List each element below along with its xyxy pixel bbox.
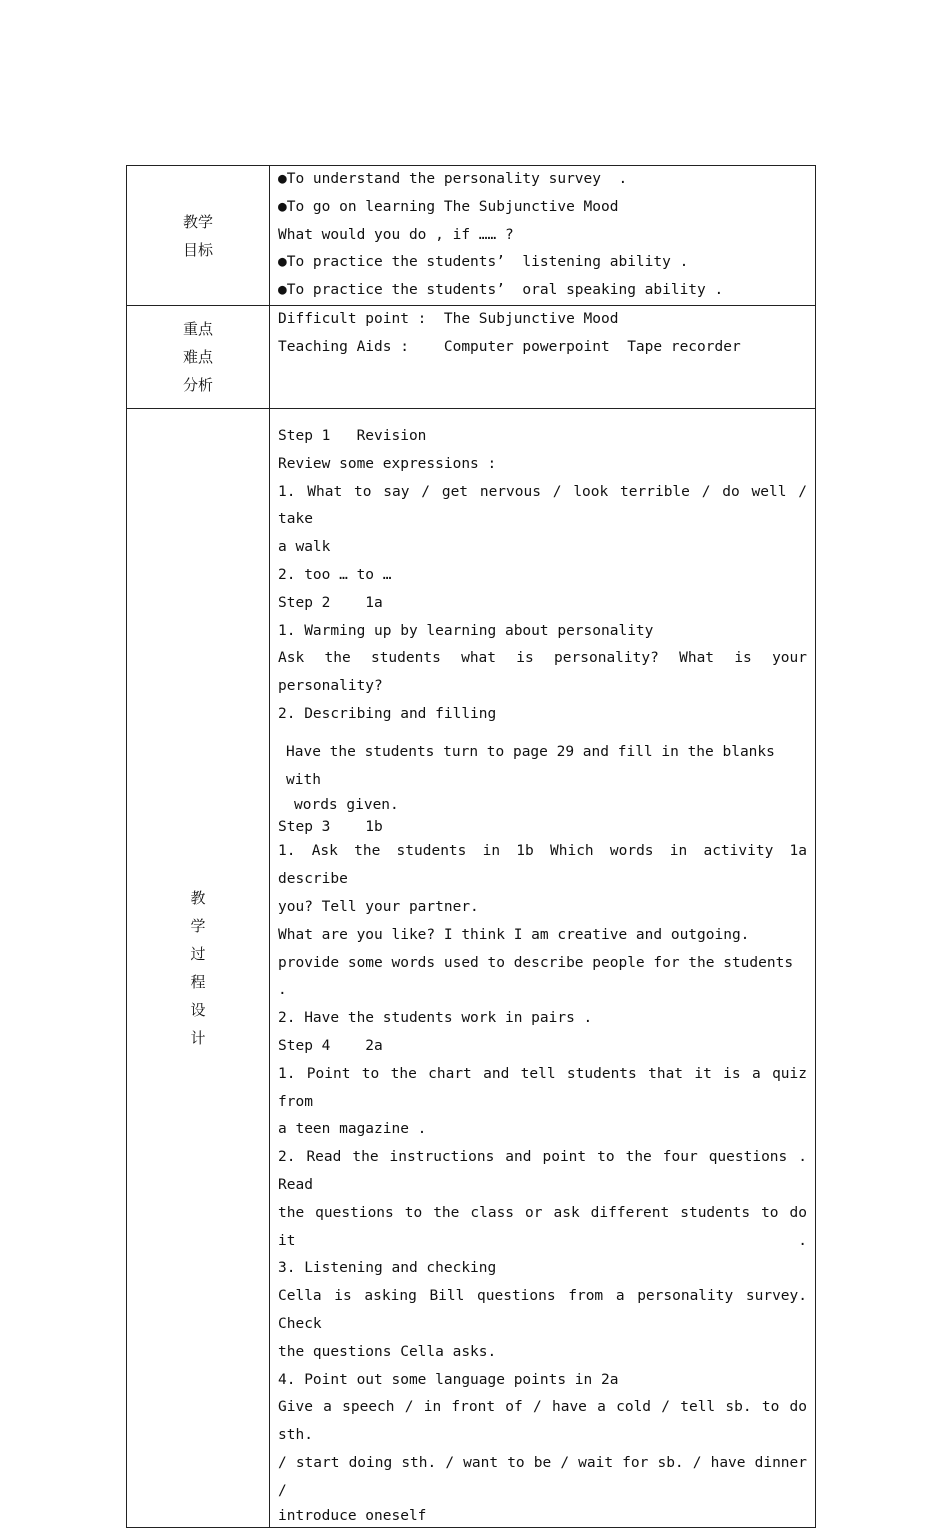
- process-line: words given.: [294, 797, 399, 814]
- objective-line: ●To practice the students’ listening ability .: [278, 254, 689, 271]
- process-line: 2. Read the instructions and point to the four questions . Read: [278, 1149, 816, 1193]
- objective-line: ●To practice the students’ oral speaking ability .: [278, 282, 724, 299]
- process-line: the questions to the class or ask different students to do it .: [278, 1204, 816, 1249]
- label-line: 过: [190, 945, 206, 964]
- key-points-content: [270, 306, 816, 409]
- key-points-label: [127, 306, 270, 409]
- process-line: Give a speech / in front of / have a cold / tell sb. to do sth.: [278, 1399, 816, 1444]
- process-line: What are you like? I think I am creative and outgoing.: [278, 926, 750, 943]
- process-line: Step 3 1b: [278, 819, 383, 836]
- process-line: Review some expressions :: [278, 455, 497, 472]
- process-line: 2. Describing and filling: [278, 705, 497, 722]
- process-line: a teen magazine .: [278, 1121, 427, 1138]
- label-line: 难点: [182, 348, 213, 366]
- process-line: / start doing sth. / want to be / wait for sb. / have dinner /: [278, 1454, 816, 1499]
- process-line: Cella is asking Bill questions from a personality survey. Check: [278, 1288, 816, 1332]
- process-row: [127, 409, 816, 1528]
- process-line: the questions Cella asks.: [278, 1343, 497, 1360]
- process-line: personality?: [278, 678, 383, 695]
- process-line: 1. What to say / get nervous / look terrible / do well / take: [278, 483, 816, 528]
- process-line: you? Tell your partner.: [278, 898, 479, 915]
- label-line: 设: [190, 1001, 206, 1020]
- process-line: 1. Ask the students in 1b Which words in activity 1a describe: [278, 843, 816, 888]
- label-line: 分析: [182, 376, 213, 394]
- key-point-line: Teaching Aids : Computer powerpoint Tape recorder: [278, 338, 741, 355]
- label-line: 教: [190, 889, 206, 908]
- process-line: Have the students turn to page 29 and fill in the blanks with: [286, 743, 784, 788]
- process-content: [270, 409, 816, 1528]
- process-line: Step 1 Revision: [278, 428, 427, 444]
- objectives-label: [127, 166, 270, 306]
- label-line: 学: [190, 917, 206, 936]
- process-line: 1. Point to the chart and tell students that it is a quiz from: [278, 1065, 816, 1110]
- label-line: 计: [190, 1029, 206, 1048]
- process-line: Ask the students what is personality? What is your: [278, 650, 807, 667]
- process-line: Step 4 2a: [278, 1037, 383, 1054]
- objectives-content: [270, 166, 816, 306]
- objective-line: What would you do , if …… ?: [278, 226, 514, 243]
- objectives-row: [127, 166, 816, 306]
- label-line: 重点: [182, 320, 213, 338]
- label-line: 教学: [182, 212, 213, 231]
- objective-line: ●To understand the personality survey .: [278, 171, 628, 187]
- process-line: 4. Point out some language points in 2a: [278, 1371, 619, 1388]
- label-line: 程: [190, 973, 206, 992]
- label-line: 目标: [182, 240, 213, 259]
- process-label: [127, 409, 270, 1528]
- key-point-line: Difficult point : The Subjunctive Mood: [278, 311, 619, 327]
- process-line: provide some words used to describe people for the students .: [278, 954, 802, 999]
- objective-line: ●To go on learning The Subjunctive Mood: [278, 198, 619, 215]
- process-line: 2. Have the students work in pairs .: [278, 1010, 593, 1027]
- process-line: introduce oneself: [278, 1508, 427, 1525]
- process-line: 3. Listening and checking: [278, 1260, 497, 1277]
- lesson-plan-table: [126, 165, 816, 1528]
- process-line: 2. too … to …: [278, 566, 392, 583]
- process-line: Step 2 1a: [278, 594, 383, 611]
- process-line: a walk: [278, 539, 331, 556]
- key-points-row: [127, 306, 816, 409]
- process-line: 1. Warming up by learning about personality: [278, 622, 654, 639]
